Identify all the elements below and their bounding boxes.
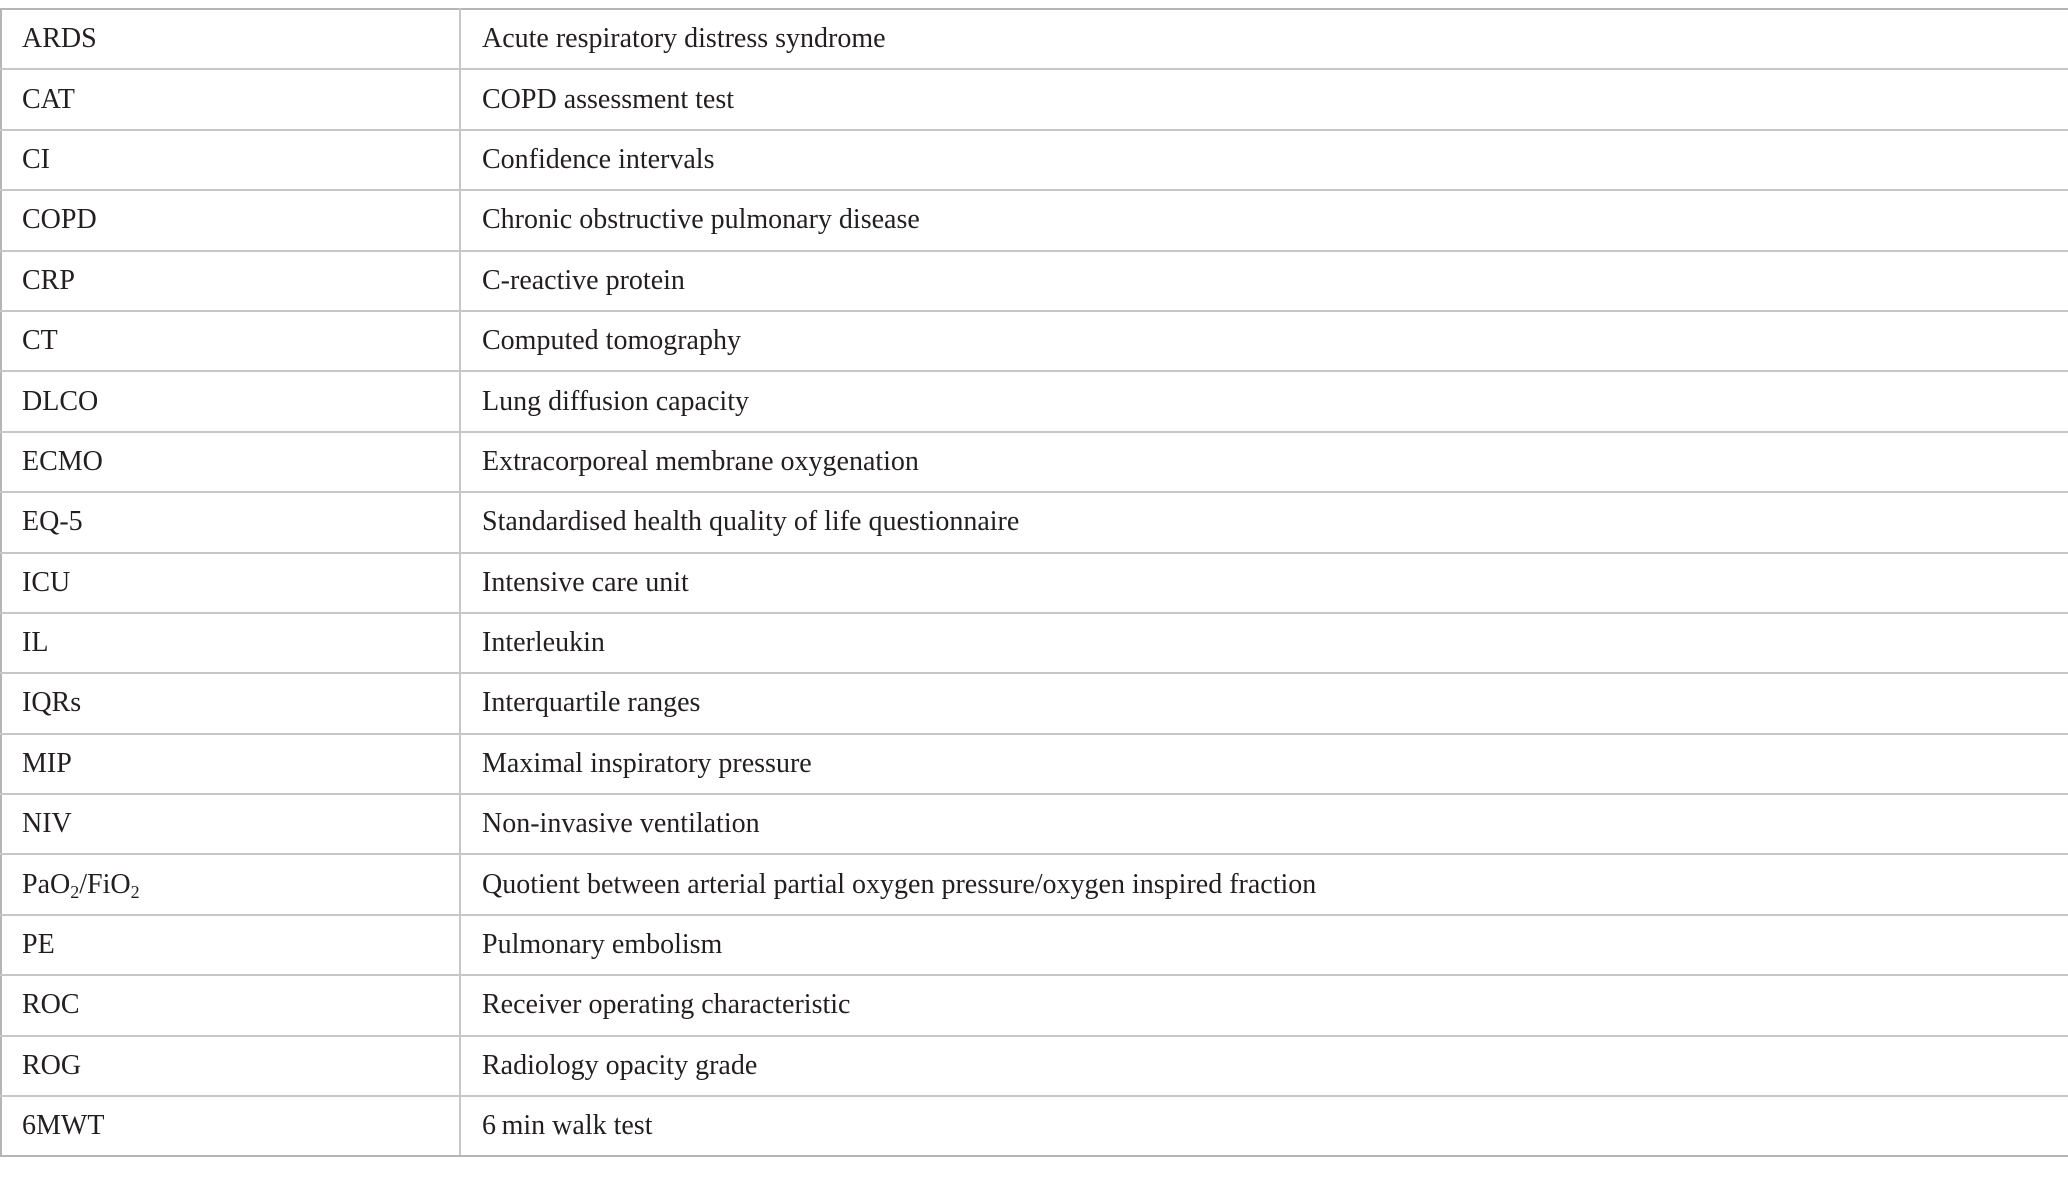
table-row <box>1 1096 2068 1156</box>
abbreviation-text: /FiO <box>79 868 131 900</box>
abbreviation-cell: MIP <box>1 734 460 794</box>
definition-cell: Radiology opacity grade <box>460 1036 2068 1096</box>
subscript: 2 <box>130 881 140 902</box>
abbreviation-cell: ROC <box>1 975 460 1035</box>
abbreviation-cell: IL <box>1 613 460 673</box>
table-row <box>1 432 2068 492</box>
abbreviations-table <box>0 8 2068 1157</box>
table-row <box>1 673 2068 733</box>
abbreviation-cell: COPD <box>1 190 460 250</box>
table-row <box>1 915 2068 975</box>
abbreviation-cell: CT <box>1 311 460 371</box>
abbreviation-cell: CRP <box>1 251 460 311</box>
definition-cell: Lung diffusion capacity <box>460 371 2068 431</box>
abbreviation-cell: DLCO <box>1 371 460 431</box>
abbreviation-cell: CAT <box>1 69 460 129</box>
abbreviation-cell: ARDS <box>1 9 460 69</box>
table-row <box>1 1036 2068 1096</box>
definition-cell: Extracorporeal membrane oxygenation <box>460 432 2068 492</box>
abbreviation-cell: 6MWT <box>1 1096 460 1156</box>
table-row <box>1 251 2068 311</box>
table-row <box>1 311 2068 371</box>
definition-cell: Non-invasive ventilation <box>460 794 2068 854</box>
table-row <box>1 69 2068 129</box>
table-row <box>1 371 2068 431</box>
definition-cell: Standardised health quality of life questionnaire <box>460 492 2068 552</box>
definition-cell: Acute respiratory distress syndrome <box>460 9 2068 69</box>
definition-cell: 6 min walk test <box>460 1096 2068 1156</box>
table-row <box>1 9 2068 69</box>
definition-cell: Pulmonary embolism <box>460 915 2068 975</box>
abbreviation-cell: CI <box>1 130 460 190</box>
subscript: 2 <box>70 881 80 902</box>
table-row <box>1 553 2068 613</box>
table-row <box>1 130 2068 190</box>
table-row <box>1 854 2068 914</box>
abbreviation-cell: ROG <box>1 1036 460 1096</box>
definition-cell: Interquartile ranges <box>460 673 2068 733</box>
table-row <box>1 734 2068 794</box>
abbreviation-cell: ECMO <box>1 432 460 492</box>
abbreviation-cell: ICU <box>1 553 460 613</box>
definition-cell: Intensive care unit <box>460 553 2068 613</box>
table-row <box>1 613 2068 673</box>
abbreviation-text: PaO <box>22 868 71 900</box>
table-row <box>1 975 2068 1035</box>
table-row <box>1 794 2068 854</box>
abbreviation-cell: IQRs <box>1 673 460 733</box>
table-row <box>1 492 2068 552</box>
abbreviation-cell: PE <box>1 915 460 975</box>
definition-cell: Maximal inspiratory pressure <box>460 734 2068 794</box>
definition-cell: Computed tomography <box>460 311 2068 371</box>
definition-cell: Quotient between arterial partial oxygen pressure/oxygen inspired fraction <box>460 854 2068 914</box>
definition-cell: Receiver operating characteristic <box>460 975 2068 1035</box>
definition-cell: Interleukin <box>460 613 2068 673</box>
abbreviation-cell <box>1 854 460 914</box>
abbreviation-cell: NIV <box>1 794 460 854</box>
abbreviation-cell: EQ-5 <box>1 492 460 552</box>
definition-cell: Chronic obstructive pulmonary disease <box>460 190 2068 250</box>
table-row <box>1 190 2068 250</box>
definition-cell: COPD assessment test <box>460 69 2068 129</box>
definition-cell: C-reactive protein <box>460 251 2068 311</box>
definition-cell: Confidence intervals <box>460 130 2068 190</box>
